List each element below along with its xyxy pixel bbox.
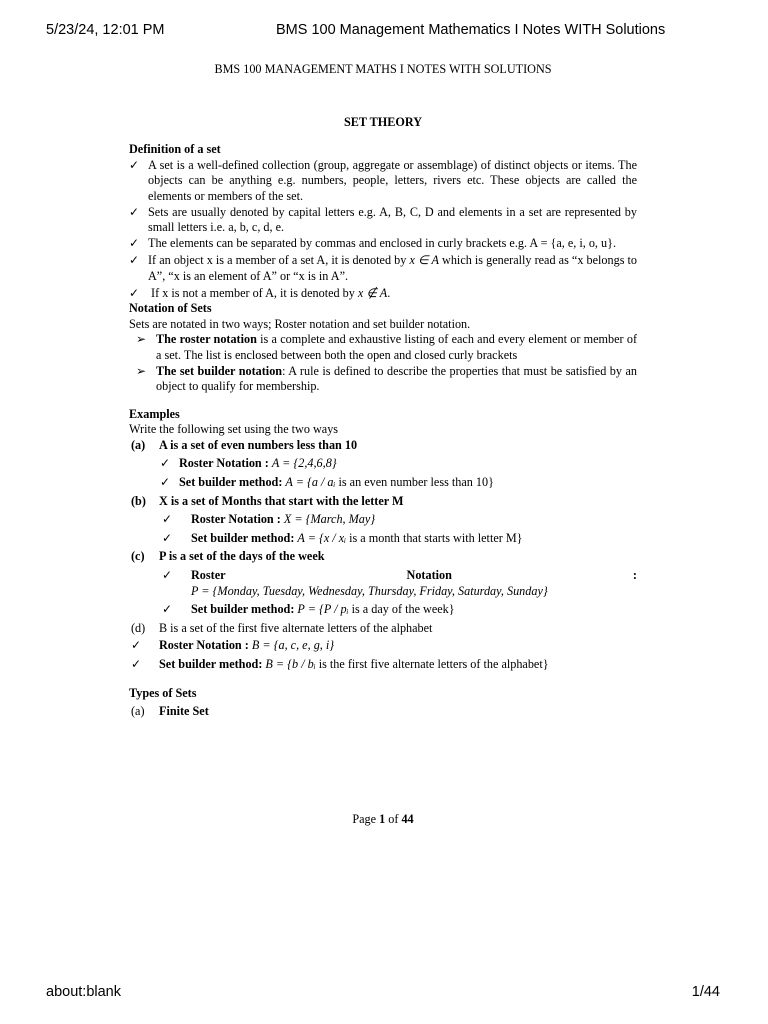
check-icon: ✓ bbox=[129, 204, 140, 219]
check-icon: ✓ bbox=[162, 530, 173, 545]
running-header: BMS 100 MANAGEMENT MATHS I NOTES WITH SOLUTIONS bbox=[214, 62, 552, 76]
example-c-title: (c) P is a set of the days of the week bbox=[131, 549, 325, 564]
example-c-builder: ✓ Set builder method: P = {P / pᵢ is a day of the week} bbox=[162, 602, 455, 617]
section-title: SET THEORY bbox=[343, 114, 423, 129]
example-d-title: (d) B is a set of the first five alternate letters of the alphabet bbox=[131, 620, 433, 635]
notation-item-builder: ➢ The set builder notation: A rule is defined to describe the properties that must be satisfied by an object to qualify for membership. bbox=[136, 363, 637, 394]
check-icon: ✓ bbox=[160, 475, 171, 490]
definition-item: ✓ The elements can be separated by commas and enclosed in curly brackets e.g. A = {a, e, i, o, u}. bbox=[129, 235, 616, 250]
print-page-count: 1/44 bbox=[691, 984, 720, 1000]
types-heading: Types of Sets bbox=[129, 685, 197, 700]
definition-heading: Definition of a set bbox=[129, 142, 221, 157]
definition-item-membership: ✓ If an object x is a member of a set A, it is denoted by x ∈ A which is generally read as “x belongs to A”, “x is an element of A” or “x is in A”. bbox=[129, 253, 638, 283]
example-a-roster: ✓ Roster Notation : A = {2,4,6,8} bbox=[160, 456, 337, 471]
membership-formula: x ∈ A bbox=[409, 253, 439, 268]
example-b-roster: ✓ Roster Notation : X = {March, May} bbox=[162, 512, 376, 527]
example-d-roster: ✓ Roster Notation : B = {a, c, e, g, i} bbox=[131, 638, 335, 653]
types-first-item: (a) Finite Set bbox=[131, 704, 209, 719]
check-icon: ✓ bbox=[129, 285, 140, 300]
check-icon: ✓ bbox=[160, 456, 171, 471]
print-datetime: 5/23/24, 12:01 PM bbox=[46, 22, 165, 38]
notation-item-roster: ➢ The roster notation is a complete and exhaustive listing of each and every element or member of a set. The list is enclosed between both the open and closed curly brackets bbox=[136, 332, 638, 362]
example-d-builder: ✓ Set builder method: B = {b / bᵢ is the first five alternate letters of the alphabet} bbox=[131, 657, 549, 671]
notation-intro: Sets are notated in two ways; Roster notation and set builder notation. bbox=[129, 316, 471, 331]
examples-heading: Examples bbox=[129, 406, 180, 421]
check-icon: ✓ bbox=[131, 638, 142, 653]
check-icon: ✓ bbox=[162, 602, 173, 617]
page-number: Page 1 of 44 bbox=[352, 812, 414, 826]
document-page bbox=[129, 56, 638, 826]
example-a-title: (a) A is a set of even numbers less than 10 bbox=[131, 437, 358, 452]
nonmembership-formula: x ∉ A bbox=[357, 285, 388, 300]
check-icon: ✓ bbox=[129, 253, 140, 268]
definition-item: ✓ Sets are usually denoted by capital letters e.g. A, B, C, D and elements in a set are represented by small letters i.e. a, b, c, d, e. bbox=[129, 204, 637, 235]
definition-item: ✓ A set is a well-defined collection (group, aggregate or assemblage) of distinct objects or items. The objects can be anything e.g. numbers, people, letters, rivers etc. These objects are called the elements or members of the set. bbox=[129, 157, 637, 203]
check-icon: ✓ bbox=[129, 235, 140, 250]
print-page-title: BMS 100 Management Mathematics I Notes WITH Solutions bbox=[276, 22, 666, 38]
check-icon: ✓ bbox=[162, 512, 173, 527]
example-b-title: (b) X is a set of Months that start with the letter M bbox=[131, 493, 404, 508]
example-a-builder: ✓ Set builder method: A = {a / aᵢ is an even number less than 10} bbox=[160, 475, 494, 490]
arrow-bullet-icon: ➢ bbox=[136, 332, 147, 347]
examples-intro: Write the following set using the two ways bbox=[129, 422, 339, 437]
definition-item-nonmembership: ✓ If x is not a member of A, it is denoted by x ∉ A. bbox=[129, 285, 391, 300]
check-icon: ✓ bbox=[129, 157, 140, 172]
arrow-bullet-icon: ➢ bbox=[136, 363, 147, 378]
check-icon: ✓ bbox=[131, 657, 142, 671]
print-url: about:blank bbox=[46, 984, 121, 1000]
example-c-roster: ✓ Roster Notation : bbox=[162, 568, 637, 583]
example-c-roster-formula: P = {Monday, Tuesday, Wednesday, Thursday, Friday, Saturday, Sunday} bbox=[191, 583, 548, 598]
example-b-builder: ✓ Set builder method: A = {x / xᵢ is a month that starts with letter M} bbox=[162, 530, 523, 545]
notation-heading: Notation of Sets bbox=[129, 301, 212, 316]
check-icon: ✓ bbox=[162, 568, 173, 583]
